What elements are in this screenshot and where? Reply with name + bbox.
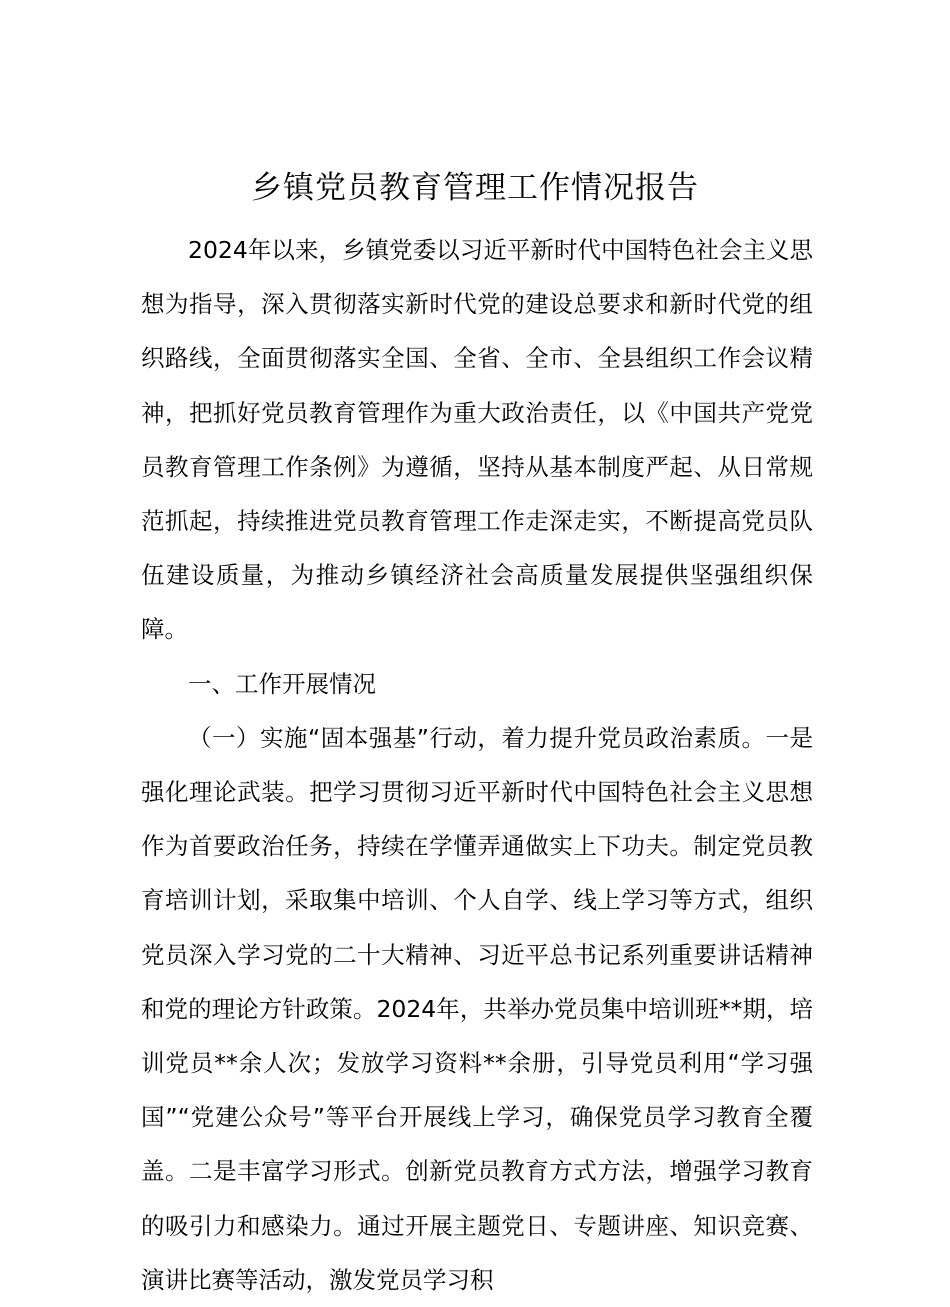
- document-body: [141, 223, 813, 1307]
- section-heading: 一、工作开展情况: [188, 669, 376, 698]
- section-paragraph: （一）实施“固本强基”行动，着力提升党员政治素质。一是强化理论武装。把学习贯彻习近平新时代中国特色社会主义思想作为首要政治任务，持续在学懂弄通做实上下功夫。制定党员教育培训计划，采取集中培训、个人自学、线上学习等方式，组织党员深入学习党的二十大精神、习近平总书记系列重要讲话精神和党的理论方针政策。2024年，共举办党员集中培训班**期，培训党员**余人次；发放学习资料**余册，引导党员利用“学习强国”“党建公众号”等平台开展线上学习，确保党员学习教育全覆盖。二是丰富学习形式。创新党员教育方式方法，增强学习教育的吸引力和感染力。通过开展主题党日、专题讲座、知识竞赛、演讲比赛等活动，激发党员学习积: [141, 723, 813, 1294]
- intro-paragraph: 2024年以来，乡镇党委以习近平新时代中国特色社会主义思想为指导，深入贯彻落实新时代党的建设总要求和新时代党的组织路线，全面贯彻落实全国、全省、全市、全县组织工作会议精神，把抓好党员教育管理作为重大政治责任，以《中国共产党党员教育管理工作条例》为遵循，坚持从基本制度严起、从日常规范抓起，持续推进党员教育管理工作走深走实，不断提高党员队伍建设质量，为推动乡镇经济社会高质量发展提供坚强组织保障。: [141, 236, 813, 644]
- document-title: 乡镇党员教育管理工作情况报告: [251, 170, 699, 206]
